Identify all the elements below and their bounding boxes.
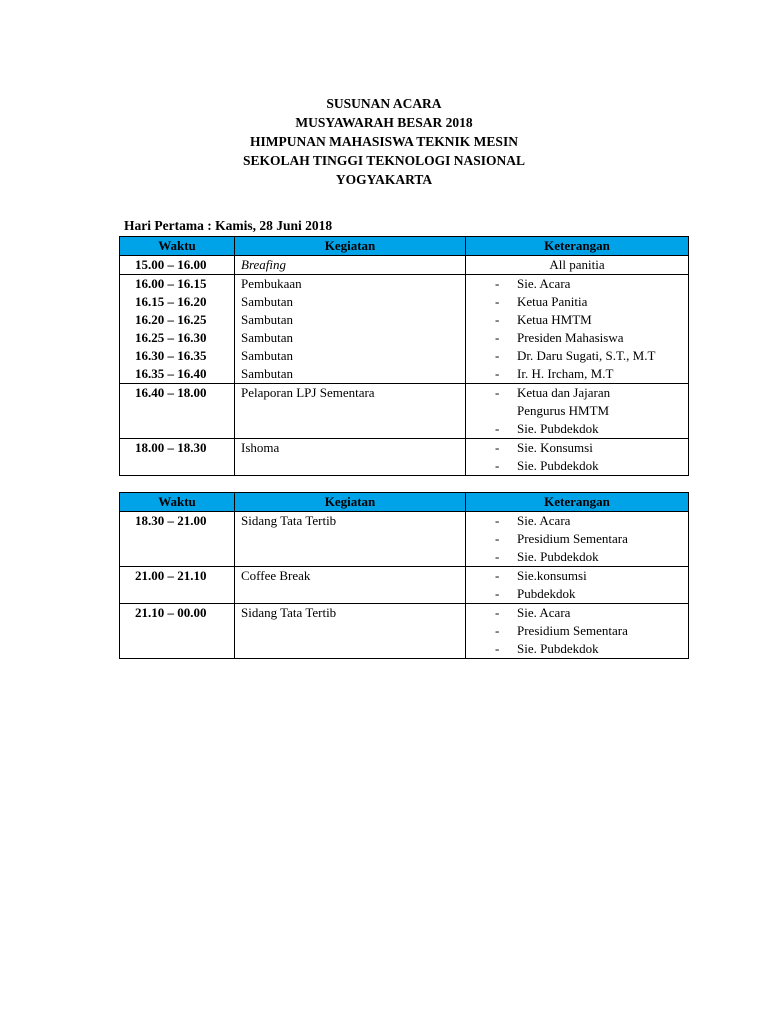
table-row: [120, 275, 689, 384]
column-header-note: Keterangan: [466, 493, 689, 512]
time-cell: 15.00 – 16.00: [120, 256, 235, 275]
activity-cell: Sidang Tata Tertib: [235, 512, 466, 567]
schedule-table-1: [119, 236, 689, 476]
note-item: - Dr. Daru Sugati, S.T., M.T: [495, 348, 656, 363]
column-header-time: Waktu: [120, 493, 235, 512]
document-title: [0, 94, 768, 189]
note-cell: All panitia: [466, 256, 689, 275]
note-item: - Sie. Acara: [495, 605, 571, 620]
table-row: [120, 384, 689, 439]
table-row: [120, 512, 689, 567]
note-item: - Sie. Acara: [495, 513, 571, 528]
note-item-continuation: Pengurus HMTM: [517, 403, 610, 418]
time-cell: 16.40 – 18.00: [120, 384, 235, 439]
note-item: - Presiden Mahasiswa: [495, 330, 624, 345]
title-line-3: HIMPUNAN MAHASISWA TEKNIK MESIN: [250, 134, 518, 149]
note-item: - Ketua Panitia: [495, 294, 588, 309]
column-header-activity: Kegiatan: [235, 237, 466, 256]
column-header-note: Keterangan: [466, 237, 689, 256]
table-header-row: [120, 493, 689, 512]
note-item: - Ir. H. Ircham, M.T: [495, 366, 614, 381]
activity-cell: Breafing: [235, 256, 466, 275]
note-item: - Sie. Acara: [495, 276, 571, 291]
schedule-table-2: [119, 492, 689, 659]
note-item: - Ketua HMTM: [495, 312, 592, 327]
title-line-1: SUSUNAN ACARA: [326, 96, 442, 111]
column-header-activity: Kegiatan: [235, 493, 466, 512]
title-line-2: MUSYAWARAH BESAR 2018: [295, 115, 473, 130]
time-cell: 21.10 – 00.00: [120, 604, 235, 659]
note-cell: [466, 567, 689, 604]
activity-cell: Sidang Tata Tertib: [235, 604, 466, 659]
day-label: Hari Pertama : Kamis, 28 Juni 2018: [124, 218, 333, 233]
title-line-4: SEKOLAH TINGGI TEKNOLOGI NASIONAL: [243, 153, 525, 168]
time-cell: 18.30 – 21.00: [120, 512, 235, 567]
note-cell: [466, 604, 689, 659]
column-header-time: Waktu: [120, 237, 235, 256]
note-item: - Sie.konsumsi: [495, 568, 587, 583]
note-item: - Presidium Sementara: [495, 623, 628, 638]
activity-cell: Pembukaan Sambutan Sambutan Sambutan Sambutan Sambutan: [235, 275, 466, 384]
activity-cell: Pelaporan LPJ Sementara: [235, 384, 466, 439]
table-row: [120, 567, 689, 604]
time-cell: 18.00 – 18.30: [120, 439, 235, 476]
note-item: - Pubdekdok: [495, 586, 576, 601]
note-cell: [466, 512, 689, 567]
note-cell: [466, 439, 689, 476]
note-item: - Sie. Pubdekdok: [495, 421, 599, 436]
table-header-row: [120, 237, 689, 256]
note-item: - Sie. Pubdekdok: [495, 549, 599, 564]
time-cell: 16.00 – 16.15 16.15 – 16.20 16.20 – 16.25 16.25 – 16.30 16.30 – 16.35 16.35 – 16.40: [120, 275, 235, 384]
activity-cell: Ishoma: [235, 439, 466, 476]
note-item: - Presidium Sementara: [495, 531, 628, 546]
activity-cell: Coffee Break: [235, 567, 466, 604]
table-row: [120, 604, 689, 659]
note-cell: [466, 275, 689, 384]
table-row: [120, 439, 689, 476]
title-line-5: YOGYAKARTA: [335, 172, 433, 187]
note-cell: [466, 384, 689, 439]
table-row: [120, 256, 689, 275]
note-item: - Sie. Pubdekdok: [495, 458, 599, 473]
note-item: - Sie. Pubdekdok: [495, 641, 599, 656]
time-cell: 21.00 – 21.10: [120, 567, 235, 604]
note-item: - Sie. Konsumsi: [495, 440, 593, 455]
note-item: - Ketua dan Jajaran: [495, 385, 611, 400]
